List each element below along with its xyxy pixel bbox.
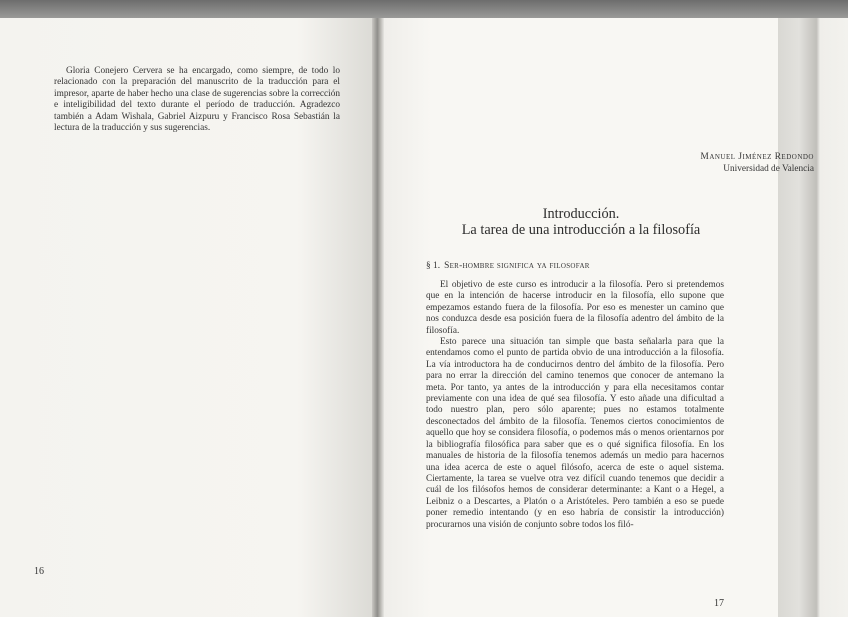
body-text: [426, 280, 724, 531]
page-edge-stack: [778, 18, 848, 617]
body-paragraph-1: El objetivo de este curso es introducir a la filosofía. Pero si pretendemos que en la intención de hacerse introducir en la filosofía, ello supone que empezamos estando fuera de la filosofía. Por eso es menester un camino que nos conduzca desde esa posición fuera de la filosofía adentro del ámbito de la filosofía.: [426, 280, 724, 336]
body-paragraph-2: Esto parece una situación tan simple que basta señalarla para que la entendamos como el punto de partida obvio de una introducción a la filosofía. La vía introductora ha de conducirnos dentro del ámbito de la filosofía. Pero para no errar la dirección del camino tenemos que conocer de antemano la meta. Por tanto, ya antes de la introducción y para ella necesitamos contar previamente con una idea de qué sea filosofía. Y esto añade una dificultad a todo nuestro plan, pero sólo aparente; pues no estamos totalmente desconectados del ámbito de la filosofía. Tenemos ciertos conocimientos de aquello que hoy se considera filosofía, o podemos más o menos orientarnos por la bibliografía filosófica para saber que es o qué significa filosofía. En los manuales de historia de la filosofía tenemos además un medio para hacernos una idea acerca de este o aquel filósofo, acerca de este o aquel sistema. Ciertamente, la tarea se vuelve otra vez difícil cuando tenemos que decidir a cuál de los filósofos hemos de considerar determinante: a Kant o a Hegel, a Leibniz o a Descartes, a Platón o a Aristóteles. Pero también a eso se puede poner remedio intentando (y en eso habría de consistir la introducción) procurarnos una visión de conjunto sobre todos los filó-: [426, 337, 724, 530]
book-gutter: [372, 18, 384, 617]
chapter-title-line2: La tarea de una introducción a la filosofía: [461, 222, 701, 238]
signature-affiliation: Universidad de Valencia: [723, 163, 814, 174]
page-number-left: 16: [34, 566, 44, 577]
scan-top-band: [0, 0, 848, 18]
signature-name: Manuel Jiménez Redondo: [700, 152, 814, 162]
acknowledgement-block: [54, 66, 340, 134]
acknowledgement-paragraph: Gloria Conejero Cervera se ha encargado, como siempre, de todo lo relacionado con la preparación del manuscrito de la traducción para el impresor, aparte de haber hecho una clase de sugerencias sobre la corrección e inteligibilidad del texto durante el período de traducción. Agradezco también a Adam Wishala, Gabriel Aizpuru y Francisco Rosa Sebastián la lectura de la traducción y sus sugerencias.: [54, 66, 340, 134]
section-title: Ser-hombre significa ya filosofar: [444, 261, 590, 271]
signature-block: [701, 152, 814, 175]
section-heading: [426, 261, 590, 271]
section-number: § 1.: [426, 261, 441, 271]
chapter-title-line1: Introducción.: [542, 206, 620, 222]
page-number-right: 17: [714, 598, 724, 609]
